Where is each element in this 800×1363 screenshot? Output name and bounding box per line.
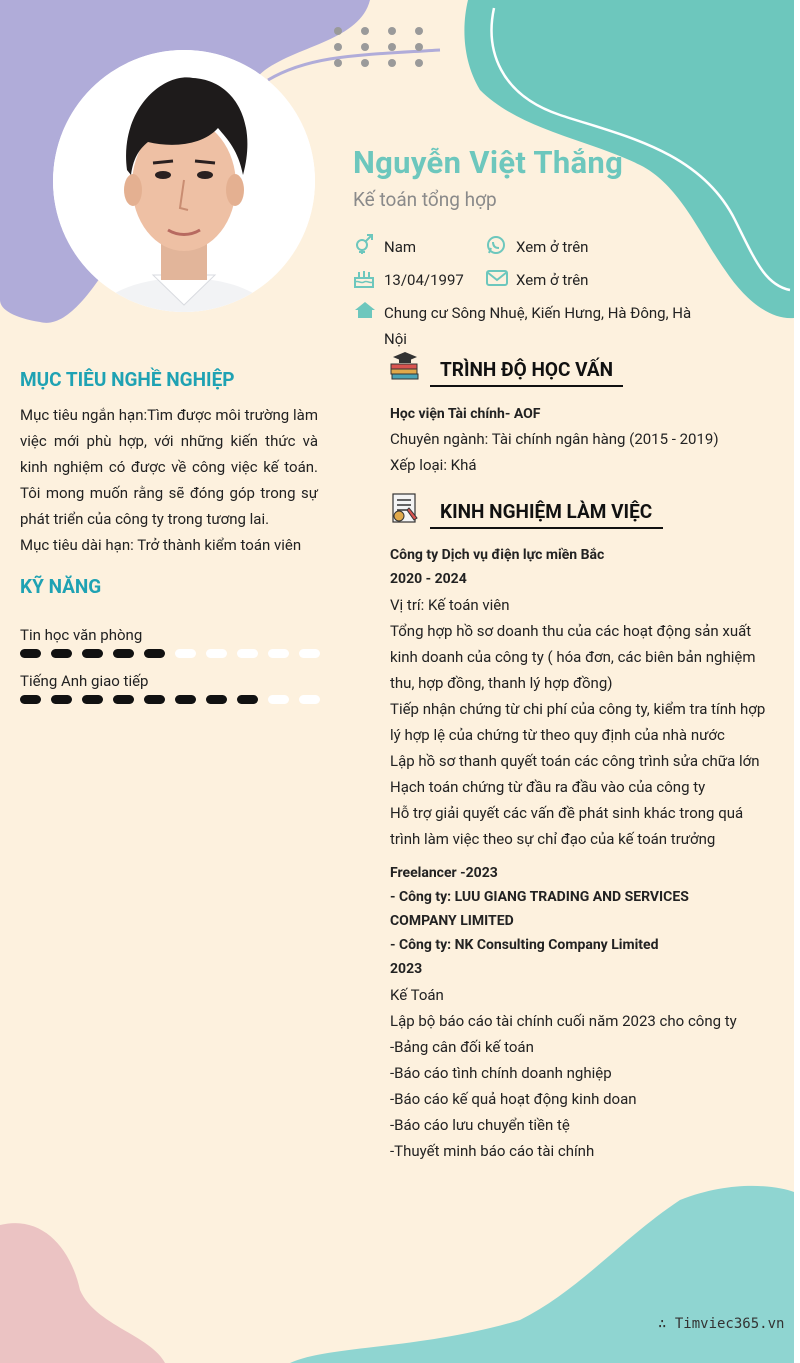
job1-line: Tổng hợp hồ sơ doanh thu của các hoạt động sản xuất [390,622,752,640]
email-value[interactable]: Xem ở trên [516,271,589,289]
job1-line: lý hợp lệ của chứng từ theo quy định của nhà nước [390,726,725,744]
education-heading: TRÌNH ĐỘ HỌC VẤN [440,358,614,381]
skills-heading: KỸ NĂNG [20,575,102,598]
teal-blob-bottom-right [290,1186,794,1363]
skill-label-office: Tin học văn phòng [20,626,143,644]
skill-dash-empty [299,695,320,704]
address-line-1: Chung cư Sông Nhuệ, Kiến Hưng, Hà Đông, Hà [384,304,692,322]
skill-dash-filled [144,695,165,704]
phone-icon [486,235,506,255]
objective-text [20,402,318,558]
skill-dash-filled [20,649,41,658]
skill-dash-filled [51,649,72,658]
skill-label-english: Tiếng Anh giao tiếp [20,672,149,690]
home-icon [354,301,376,319]
documents-icon [389,492,421,524]
skill-dash-empty [206,649,227,658]
job-title: Kế toán tổng hợp [353,188,497,211]
job1-line: Vị trí: Kế toán viên [390,596,510,614]
skill-dash-empty [175,649,196,658]
job2-line: Kế Toán [390,986,444,1004]
job1-line: Tiếp nhận chứng từ chi phí của công ty, kiểm tra tính hợp [390,700,766,718]
job2-heading-line: 2023 [390,961,423,977]
objective-short-term: Mục tiêu ngắn hạn:Tìm được môi trường làm việc mới phù hợp, với những kiến thức và kinh nghiệm có được về công việc kế toán. Tôi mong muốn rằng sẽ đóng góp trong sự phát triển của công ty trong tương lai. [20,406,318,528]
job2-heading-line: - Công ty: LUU GIANG TRADING AND SERVICES [390,889,689,905]
job1-period: 2020 - 2024 [390,571,467,587]
candidate-name: Nguyễn Việt Thắng [353,144,624,181]
address-line-2: Nội [384,330,407,348]
email-icon [486,269,508,287]
job2-line: -Báo cáo tình chính doanh nghiệp [390,1064,612,1082]
experience-heading: KINH NGHIỆM LÀM VIỆC [440,500,653,523]
skill-dash-filled [51,695,72,704]
phone-value[interactable]: Xem ở trên [516,238,589,256]
objective-long-term: Mục tiêu dài hạn: Trở thành kiểm toán viên [20,536,302,554]
job2-line: -Báo cáo lưu chuyển tiền tệ [390,1116,570,1134]
objective-heading: MỤC TIÊU NGHỀ NGHIỆP [20,368,235,391]
dot-grid-decoration [330,24,430,72]
job1-line: thu, hợp đồng, thanh lý hợp đồng) [390,674,613,692]
education-grade: Xếp loại: Khá [390,456,477,474]
job2-line: -Bảng cân đối kế toán [390,1038,534,1056]
job1-company: Công ty Dịch vụ điện lực miền Bắc [390,547,605,563]
birthdate-value: 13/04/1997 [384,271,464,289]
profile-photo [53,50,315,312]
skill-dash-empty [237,649,258,658]
education-school: Học viện Tài chính- AOF [390,406,541,422]
skill-dash-filled [175,695,196,704]
job2-heading-line: Freelancer -2023 [390,865,498,881]
skill-dash-filled [237,695,258,704]
gender-icon [354,234,374,254]
pink-blob-bottom-left [0,1223,165,1363]
skill-dash-filled [20,695,41,704]
skill-dash-filled [82,649,103,658]
job2-line: -Báo cáo kế quả hoạt động kinh doan [390,1090,637,1108]
skill-dash-filled [144,649,165,658]
skill-dash-empty [268,649,289,658]
skill-dash-filled [113,649,134,658]
job1-line: Hỗ trợ giải quyết các vấn đề phát sinh khác trong quá [390,804,744,822]
job2-line: -Thuyết minh báo cáo tài chính [390,1142,595,1160]
watermark[interactable]: ∴ Timviec365.vn [658,1316,785,1332]
job2-heading-line: - Công ty: NK Consulting Company Limited [390,937,659,953]
job2-heading-line: COMPANY LIMITED [390,913,514,929]
education-heading-underline [430,385,623,387]
skill-dash-filled [113,695,134,704]
job1-line: kinh doanh của công ty ( hóa đơn, các biên bản nghiệm [390,648,756,666]
skill-dash-filled [82,695,103,704]
job2-line: Lập bộ báo cáo tài chính cuối năm 2023 cho công ty [390,1012,737,1030]
birthday-cake-icon [353,268,375,288]
skill-rating-office [20,647,320,661]
job1-line: Lập hồ sơ thanh quyết toán các công trình sửa chữa lớn [390,752,760,770]
experience-heading-underline [430,527,663,529]
education-major: Chuyên ngành: Tài chính ngân hàng (2015 - 2019) [390,430,719,448]
graduation-books-icon [389,351,421,383]
skill-dash-filled [206,695,227,704]
skill-rating-english [20,693,320,707]
job1-line: Hạch toán chứng từ đầu ra đầu vào của công ty [390,778,706,796]
skill-dash-empty [299,649,320,658]
skill-dash-empty [268,695,289,704]
job1-line: trình làm việc theo sự chỉ đạo của kế toán trưởng [390,830,716,848]
gender-value: Nam [384,238,417,256]
